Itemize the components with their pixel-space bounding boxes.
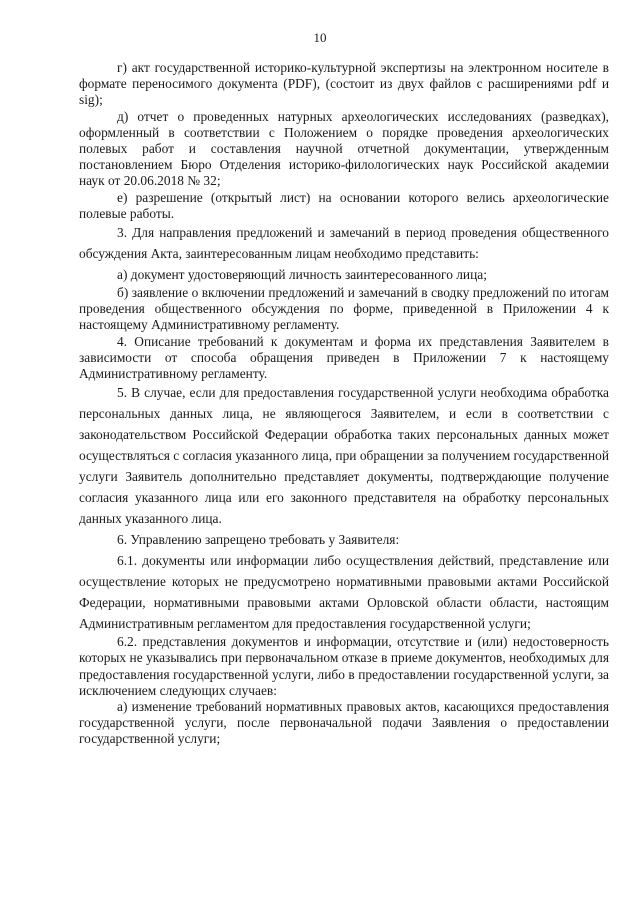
paragraph-item-e: е) разрешение (открытый лист) на основании которого велись археологические полевые работы. [79,189,609,221]
paragraph-5: 5. В случае, если для предоставления государственной услуги необходима обработка персональных данных лица, не являющегося Заявителем, и если в соответствии с законодательством Российской Федерации обработка таких персональных данных может осуществляться с согласия указанного лица, при обращении за получением государственной услуги Заявитель дополнительно представляет документы, подтверждающие получение согласия указанного лица или его законного представителя на обработку персональных данных указанного лица. [79,385,609,527]
paragraph-item-g: г) акт государственной историко-культурной экспертизы на электронном носителе в формате переносимого документа (PDF), (состоит из двух файлов с расширениями pdf и sig); [79,60,609,108]
page-number: 10 [313,30,327,45]
paragraph-3-a: а) документ удостоверяющий личность заинтересованного лица; [117,267,487,283]
paragraph-6: 6. Управлению запрещено требовать у Заявителя: [117,532,400,548]
paragraph-3-b: б) заявление о включении предложений и замечаний в сводку предложений по итогам проведения общественного обсуждения по форме, приведенной в Приложении 4 к настоящему Административному регламенту. [79,285,609,333]
paragraph-6-1: 6.1. документы или информации либо осуществления действий, представление или осуществление которых не предусмотрено нормативными правовыми актами Российской Федерации, нормативными правовыми актами Орловской области области, настоящим Административным регламентом для предоставления государственной услуги; [79,553,609,632]
paragraph-4: 4. Описание требований к документам и форма их представления Заявителем в зависимости от способа обращения приведен в Приложении 7 к настоящему Административному регламенту. [79,333,609,382]
document-body [79,60,609,748]
paragraph-3: 3. Для направления предложений и замечаний в период проведения общественного обсуждения Акта, заинтересованным лицам необходимо представить: [79,225,609,262]
paragraph-item-d: д) отчет о проведенных натурных археологических исследованиях (разведках), оформленный в соответствии с Положением о порядке проведения археологических полевых работ и составления научной отчетной документации, утвержденным постановлением Бюро Отделения историко-филологических наук Российской академии наук от 20.06.2018 № 32; [79,108,609,189]
paragraph-6-2: 6.2. представления документов и информации, отсутствие и (или) недостоверность которых не указывались при первоначальном отказе в приеме документов, необходимых для предоставления государственной услуги, либо в предоставлении государственной услуги, за исключением следующих случаев: [79,634,609,698]
paragraph-6-2-a: а) изменение требований нормативных правовых актов, касающихся предоставления государственной услуги, после первоначальной подачи Заявления о предоставлении государственной услуги; [79,699,609,747]
